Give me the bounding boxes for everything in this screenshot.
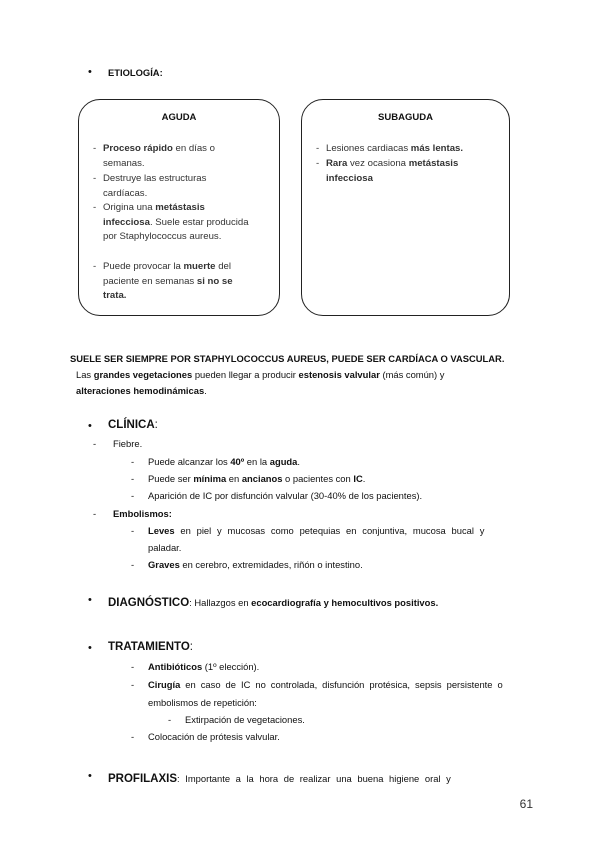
tratamiento-item: Cirugía en caso de IC no controlada, disfunción protésica, sepsis persistente o <box>148 679 503 690</box>
tratamiento-subitem: Extirpación de vegetaciones. <box>185 714 305 725</box>
page-number: 61 <box>519 797 533 811</box>
aguda-item: - Puede provocar la muerte del paciente en semanas si no se trata. <box>93 261 233 302</box>
aguda-item: - Destruye las estructuras cardíacas. <box>93 173 207 199</box>
subaguda-box <box>301 99 510 316</box>
bullet-icon: • <box>88 66 92 78</box>
staph-heading: SUELE SER SIEMPRE POR STAPHYLOCOCCUS AUREUS, PUEDE SER CARDÍACA O VASCULAR. <box>70 353 505 364</box>
aguda-title: AGUDA <box>161 112 197 123</box>
bullet-icon: • <box>88 420 92 432</box>
subaguda-title: SUBAGUDA <box>378 112 433 123</box>
fiebre-item: Puede ser mínima en ancianos o pacientes con IC. <box>148 473 366 484</box>
embolismos-item: Leves en piel y mucosas como petequias en conjuntiva, mucosa bucal y <box>148 525 485 536</box>
dash-icon: - <box>131 661 135 672</box>
bullet-icon: • <box>88 642 92 654</box>
tratamiento-item: Colocación de prótesis valvular. <box>148 731 280 742</box>
staph-paragraph-line2: alteraciones hemodinámicas. <box>76 385 207 396</box>
dash-icon: - <box>131 731 135 742</box>
bullet-icon: • <box>88 770 92 782</box>
clinica-heading: CLÍNICA: <box>108 419 158 431</box>
fiebre-item: Puede alcanzar los 40º en la aguda. <box>148 456 300 467</box>
fiebre-label: Fiebre. <box>113 438 143 449</box>
staph-paragraph-line1: Las grandes vegetaciones pueden llegar a producir estenosis valvular (más común) y <box>76 369 445 380</box>
subaguda-item: - Lesiones cardiacas más lentas. <box>316 143 464 154</box>
dash-icon: - <box>131 679 135 690</box>
embolismos-label: Embolismos: <box>113 508 172 519</box>
tratamiento-item: Antibióticos (1º elección). <box>148 661 260 672</box>
dash-icon: - <box>131 473 135 484</box>
aguda-box <box>78 99 280 316</box>
diagnostico-line: DIAGNÓSTICO: Hallazgos en ecocardiografía y hemocultivos positivos. <box>108 597 439 609</box>
subaguda-item: - Rara vez ocasiona metástasis infecciosa <box>316 158 459 184</box>
etiologia-heading: ETIOLOGÍA: <box>108 67 163 78</box>
aguda-item: - Proceso rápido en días o semanas. <box>93 143 215 169</box>
tratamiento-item-cont: embolismos de repetición: <box>148 697 257 708</box>
embolismos-item: Graves en cerebro, extremidades, riñón o intestino. <box>148 559 363 570</box>
tratamiento-heading: TRATAMIENTO: <box>108 641 193 653</box>
aguda-item: - Origina una metástasis infecciosa. Suele estar producida por Staphylococcus aureus. <box>93 202 249 243</box>
dash-icon: - <box>131 490 135 501</box>
dash-icon: - <box>168 714 172 725</box>
dash-icon: - <box>93 438 97 449</box>
dash-icon: - <box>131 525 135 536</box>
fiebre-item: Aparición de IC por disfunción valvular (30-40% de los pacientes). <box>148 490 423 501</box>
embolismos-item-cont: paladar. <box>148 542 182 553</box>
dash-icon: - <box>93 508 97 519</box>
bullet-icon: • <box>88 594 92 606</box>
dash-icon: - <box>131 559 135 570</box>
dash-icon: - <box>131 456 135 467</box>
profilaxis-line: PROFILAXIS: Importante a la hora de realizar una buena higiene oral y <box>108 773 451 785</box>
